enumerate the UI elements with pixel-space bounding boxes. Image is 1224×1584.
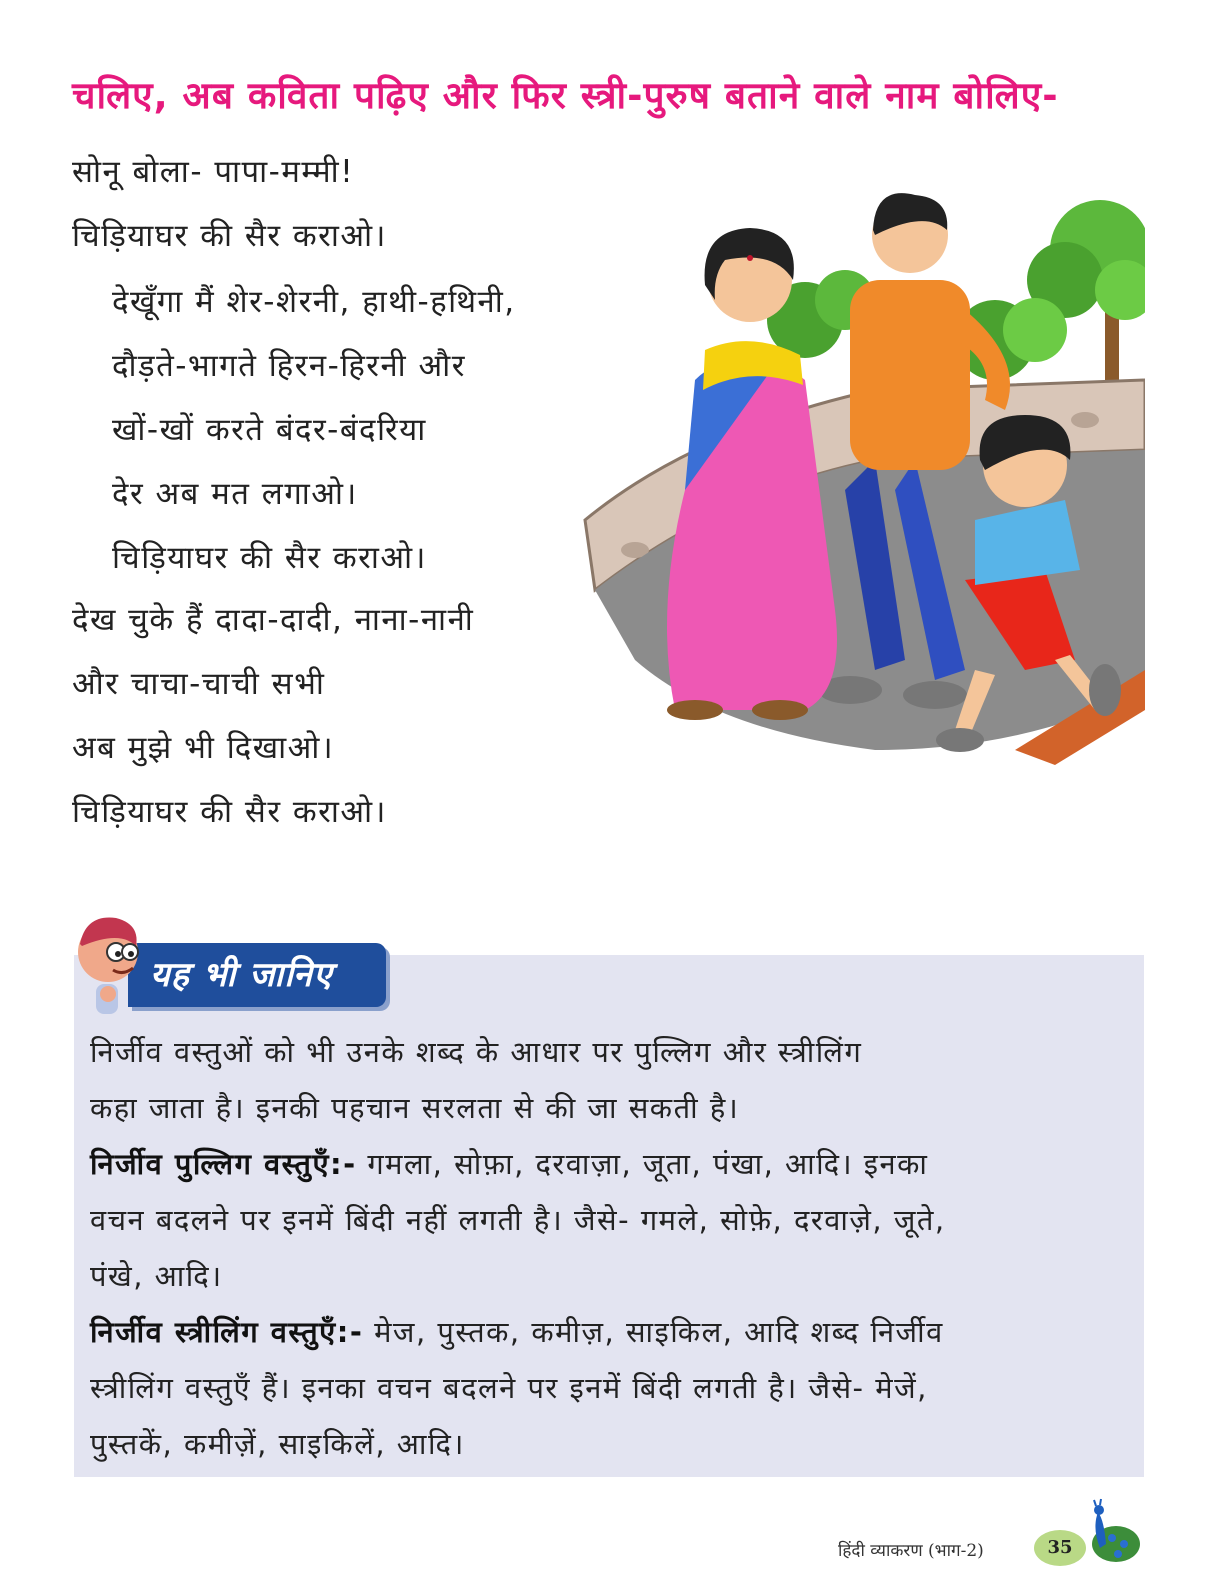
poem-line: चिड़ियाघर की सैर कराओ।: [112, 540, 427, 576]
feminine-line: पुस्तकें, कमीज़ें, साइकिलें, आदि।: [90, 1427, 465, 1461]
family-illustration: [575, 190, 1145, 790]
poem-line: चिड़ियाघर की सैर कराओ।: [72, 794, 387, 830]
info-intro-line: निर्जीव वस्तुओं को भी उनके शब्द के आधार पर पुल्लिग और स्त्रीलिंग: [90, 1035, 863, 1069]
thinking-boy-icon: [68, 912, 148, 1022]
feminine-text: मेज, पुस्तक, कमीज़, साइकिल, आदि शब्द निर्जीव: [363, 1315, 944, 1349]
masculine-label: निर्जीव पुल्लिग वस्तुएँ:-: [90, 1147, 357, 1181]
poem-line: सोनू बोला- पापा-मम्मी!: [72, 154, 355, 190]
masculine-line: वचन बदलने पर इनमें बिंदी नहीं लगती है। जैसे- गमले, सोफ़े, दरवाज़े, जूते,: [90, 1203, 946, 1237]
poem-line: देखूँगा मैं शेर-शेरनी, हाथी-हथिनी,: [112, 284, 516, 320]
info-title: यह भी जानिए: [150, 955, 333, 995]
poem-line: देख चुके हैं दादा-दादी, नाना-नानी: [72, 602, 475, 638]
info-intro-line: कहा जाता है। इनकी पहचान सरलता से की जा सकती है।: [90, 1091, 740, 1125]
poem-line: दौड़ते-भागते हिरन-हिरनी और: [112, 348, 466, 384]
masculine-line: [90, 1144, 928, 1183]
page-number: 35: [1034, 1530, 1086, 1566]
masculine-line: पंखे, आदि।: [90, 1259, 223, 1293]
peacock-icon: [1082, 1498, 1142, 1568]
poem-line: देर अब मत लगाओ।: [112, 476, 358, 512]
book-title: हिंदी व्याकरण (भाग-2): [838, 1541, 984, 1561]
poem-line: खों-खों करते बंदर-बंदरिया: [112, 412, 427, 448]
poem-line: अब मुझे भी दिखाओ।: [72, 730, 335, 766]
feminine-line: स्त्रीलिंग वस्तुएँ हैं। इनका वचन बदलने पर इनमें बिंदी लगती है। जैसे- मेजें,: [90, 1371, 928, 1405]
feminine-label: निर्जीव स्त्रीलिंग वस्तुएँ:-: [90, 1315, 364, 1349]
feminine-line: [90, 1312, 944, 1351]
page-heading: चलिए, अब कविता पढ़िए और फिर स्त्री-पुरुष बताने वाले नाम बोलिए-: [72, 74, 1059, 117]
masculine-text: गमला, सोफ़ा, दरवाज़ा, जूता, पंखा, आदि। इनका: [356, 1147, 929, 1181]
poem-line: और चाचा-चाची सभी: [72, 666, 326, 702]
poem-line: चिड़ियाघर की सैर कराओ।: [72, 218, 387, 254]
